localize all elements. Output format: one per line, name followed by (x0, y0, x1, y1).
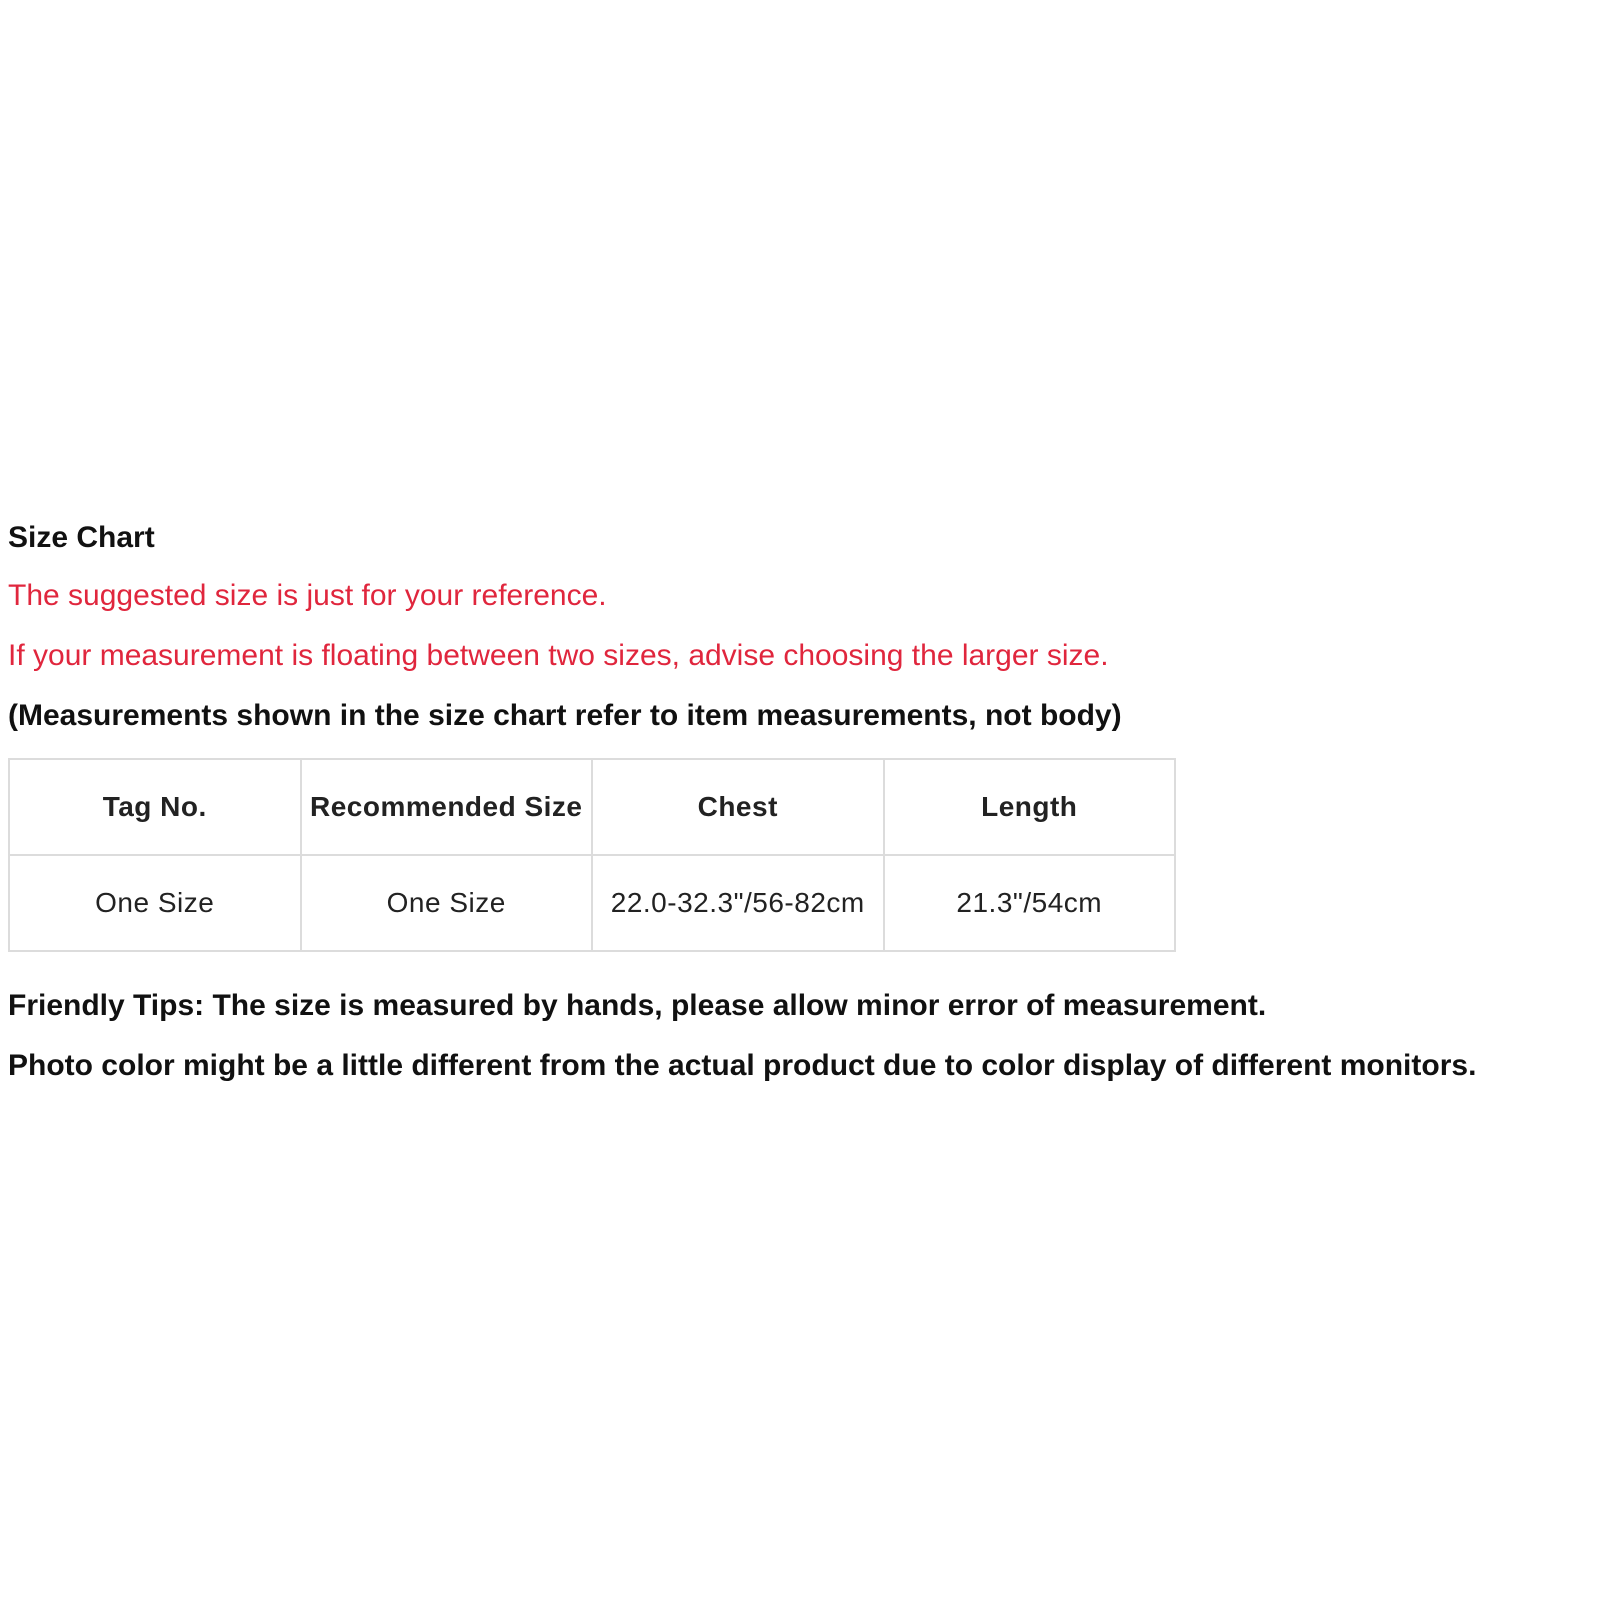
reference-note: The suggested size is just for your reference. (8, 579, 607, 612)
size-table (8, 758, 1176, 952)
cell-chest: 22.0-32.3"/56-82cm (592, 855, 884, 951)
photo-color-tip: Photo color might be a little different from the actual product due to color display of different monitors. (8, 1049, 1477, 1082)
sizing-advice-note: If your measurement is floating between two sizes, advise choosing the larger size. (8, 639, 1109, 672)
header-chest: Chest (592, 759, 884, 855)
cell-recommended-size: One Size (301, 855, 593, 951)
table-header-row (9, 759, 1175, 855)
cell-length: 21.3"/54cm (884, 855, 1176, 951)
friendly-tip: Friendly Tips: The size is measured by hands, please allow minor error of measurement. (8, 989, 1267, 1022)
cell-tag-no: One Size (9, 855, 301, 951)
header-tag-no: Tag No. (9, 759, 301, 855)
header-length: Length (884, 759, 1176, 855)
table-row (9, 855, 1175, 951)
measurement-disclaimer: (Measurements shown in the size chart refer to item measurements, not body) (8, 699, 1122, 732)
size-chart-title: Size Chart (8, 521, 155, 554)
header-recommended-size: Recommended Size (301, 759, 593, 855)
tips-section (8, 982, 1593, 1102)
size-chart-section (8, 502, 1593, 1102)
